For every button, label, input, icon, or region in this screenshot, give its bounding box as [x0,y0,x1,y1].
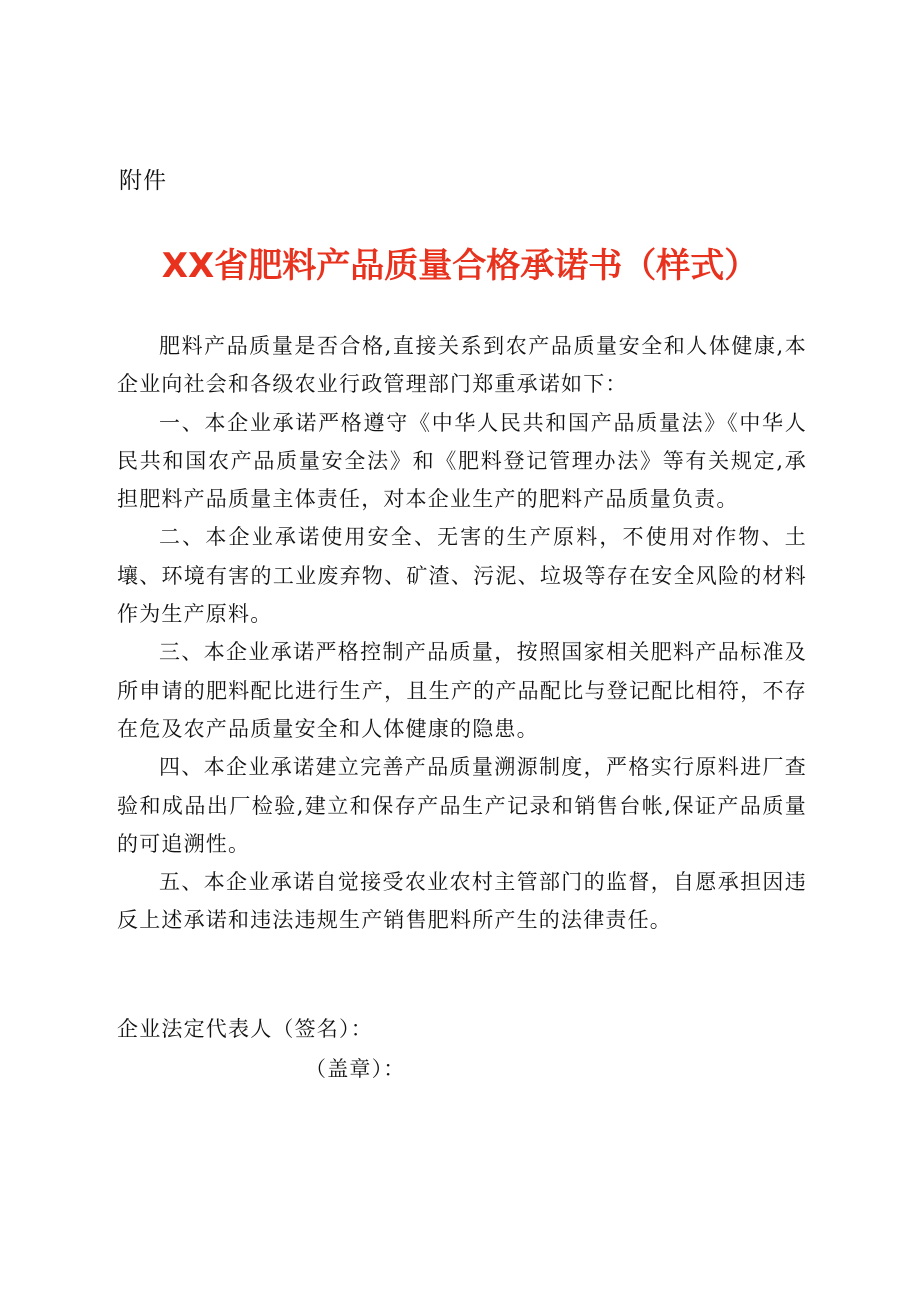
commitment-item-1: 一、本企业承诺严格遵守《中华人民共和国产品质量法》《中华人民共和国农产品质量安全法》和《肥料登记管理办法》等有关规定,承担肥料产品质量主体责任，对本企业生产的肥料产品质量负责。 [117,410,807,512]
commitment-item-5: 五、本企业承诺自觉接受农业农村主管部门的监督，自愿承担因违反上述承诺和违法违规生产销售肥料所产生的法律责任。 [117,870,807,933]
commitment-item-3: 三、本企业承诺严格控制产品质量，按照国家相关肥料产品标准及所申请的肥料配比进行生产，且生产的产品配比与登记配比相符，不存在危及农产品质量安全和人体健康的隐患。 [117,640,807,741]
attachment-label: 附件 [119,168,167,194]
commitment-item-4: 四、本企业承诺建立完善产品质量溯源制度，严格实行原料进厂查验和成品出厂检验,建立和保存产品生产记录和销售台帐,保证产品质量的可追溯性。 [117,755,807,856]
intro-paragraph: 肥料产品质量是否合格,直接关系到农产品质量安全和人体健康,本企业向社会和各级农业行政管理部门郑重承诺如下： [117,334,807,397]
commitment-body [117,327,807,940]
commitment-item-2: 二、本企业承诺使用安全、无害的生产原料，不使用对作物、土壤、环境有害的工业废弃物、矿渣、污泥、垃圾等存在安全风险的材料作为生产原料。 [117,525,807,627]
legal-representative-signature-label: 企业法定代表人（签名）： [117,1017,373,1041]
document-title: XX省肥料产品质量合格承诺书（样式） [161,246,759,286]
seal-label: （盖章）： [305,1057,406,1081]
